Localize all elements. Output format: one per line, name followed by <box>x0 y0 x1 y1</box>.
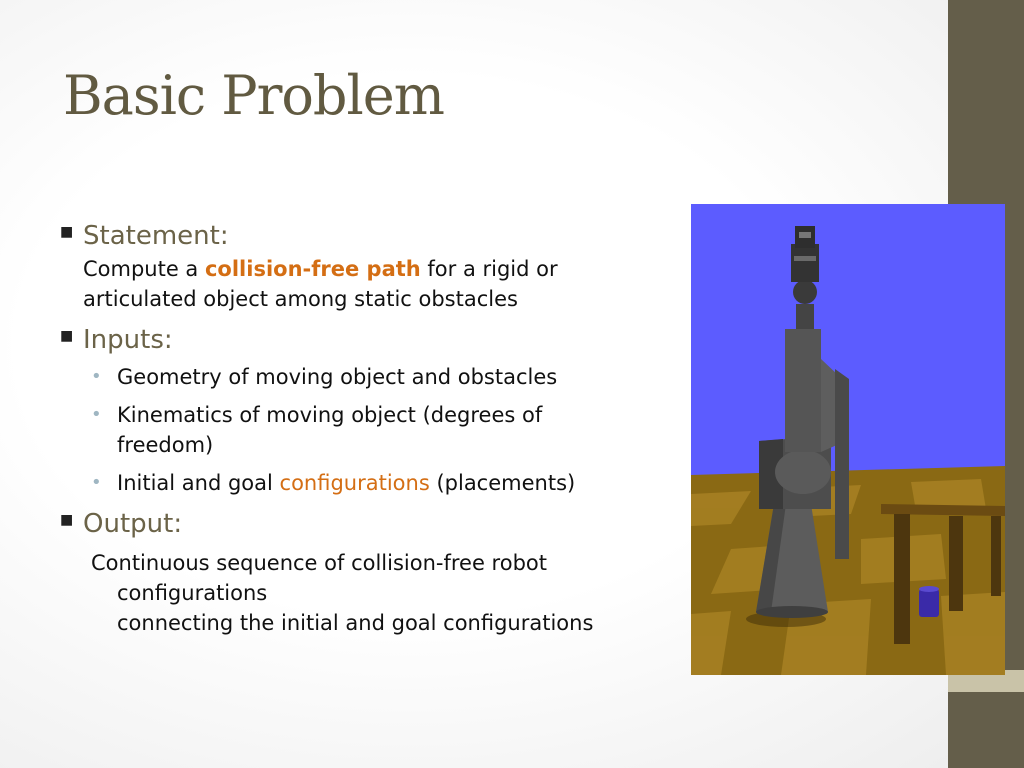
statement-text <box>83 254 603 314</box>
slide-content <box>60 218 660 638</box>
list-item <box>60 362 660 392</box>
input-item-highlight: configurations <box>279 471 430 495</box>
output-line-2: connecting the initial and goal configurations <box>117 611 594 635</box>
slide-title: Basic Problem <box>63 64 444 127</box>
inputs-heading: Inputs: <box>83 325 173 355</box>
output-text <box>60 548 660 638</box>
inputs-list <box>60 362 660 498</box>
output-heading: Output: <box>83 509 183 539</box>
list-item <box>60 468 660 498</box>
dot-bullet-icon: • <box>91 366 102 387</box>
dot-bullet-icon: • <box>91 472 102 493</box>
statement-highlight: collision-free path <box>204 257 421 281</box>
statement-heading: Statement: <box>83 221 229 251</box>
dot-bullet-icon: • <box>91 404 102 425</box>
statement-section <box>60 218 660 314</box>
input-item-text-after: (placements) <box>429 471 576 495</box>
list-item <box>60 400 597 460</box>
statement-text-before: Compute a <box>83 257 205 281</box>
output-line-1: Continuous sequence of collision-free robot configurations <box>91 551 547 605</box>
square-bullet-icon: ■ <box>60 512 74 528</box>
inputs-section <box>60 322 660 358</box>
input-item-text: Geometry of moving object and obstacles <box>117 365 558 389</box>
input-item-text: Kinematics of moving object (degrees of freedom) <box>117 403 543 457</box>
square-bullet-icon: ■ <box>60 328 74 344</box>
statement-text-after: for a rigid or articulated object among static obstacles <box>83 257 558 311</box>
output-section <box>60 506 660 542</box>
cup <box>919 586 939 617</box>
robot-arm-illustration <box>691 204 1005 675</box>
input-item-text-before: Initial and goal <box>117 471 280 495</box>
square-bullet-icon: ■ <box>60 224 74 240</box>
